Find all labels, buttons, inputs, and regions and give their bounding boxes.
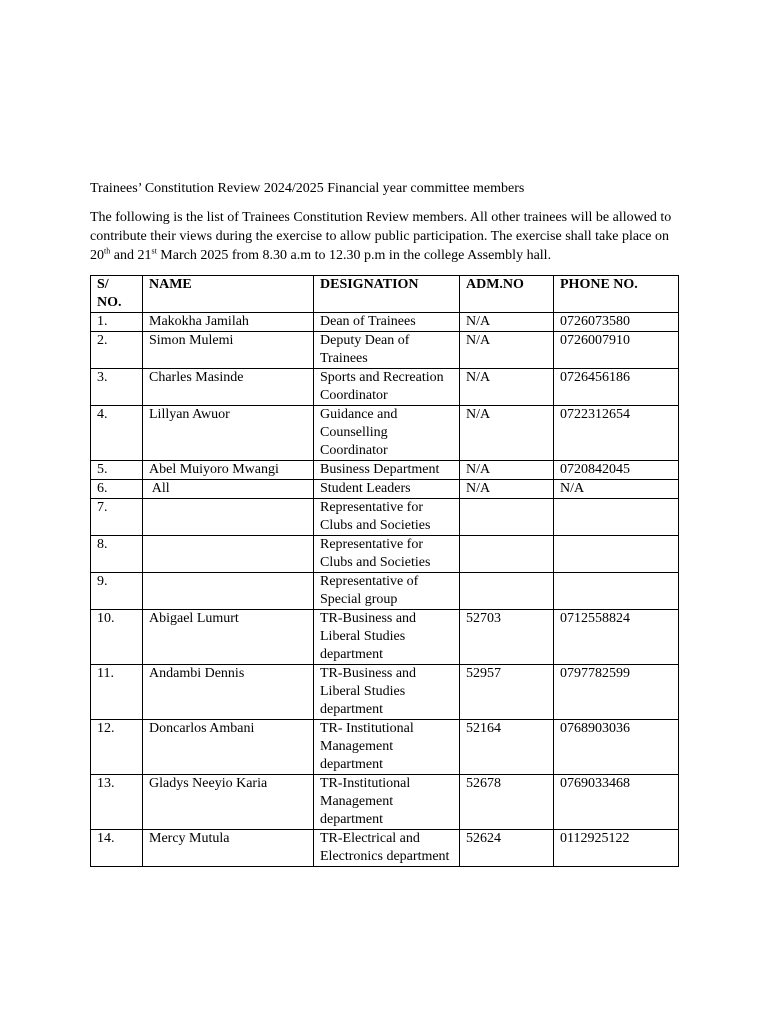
cell-designation: Student Leaders — [314, 480, 460, 499]
cell-adm-no: N/A — [460, 332, 554, 369]
cell-name — [143, 499, 314, 536]
header-sno: S/ NO. — [91, 276, 143, 313]
cell-designation: Representative of Special group — [314, 573, 460, 610]
cell-name: All — [143, 480, 314, 499]
document-title: Trainees’ Constitution Review 2024/2025 Financial year committee members — [90, 181, 525, 196]
cell-phone-no: 0726007910 — [554, 332, 679, 369]
cell-sno: 7. — [91, 499, 143, 536]
table-row — [91, 406, 679, 461]
cell-name: Doncarlos Ambani — [143, 720, 314, 775]
cell-phone-no: 0112925122 — [554, 830, 679, 867]
cell-sno: 12. — [91, 720, 143, 775]
cell-phone-no: 0712558824 — [554, 610, 679, 665]
cell-name: Lillyan Awuor — [143, 406, 314, 461]
table-row — [91, 536, 679, 573]
cell-phone-no: 0726073580 — [554, 313, 679, 332]
cell-sno: 14. — [91, 830, 143, 867]
table-header-row — [91, 276, 679, 313]
cell-adm-no — [460, 536, 554, 573]
cell-phone-no: N/A — [554, 480, 679, 499]
cell-name: Andambi Dennis — [143, 665, 314, 720]
cell-name: Gladys Neeyio Karia — [143, 775, 314, 830]
header-name: NAME — [143, 276, 314, 313]
cell-designation: Representative for Clubs and Societies — [314, 536, 460, 573]
table-row — [91, 665, 679, 720]
cell-designation: Business Department — [314, 461, 460, 480]
cell-name — [143, 573, 314, 610]
cell-designation: Guidance and Counselling Coordinator — [314, 406, 460, 461]
table-row — [91, 369, 679, 406]
cell-phone-no: 0726456186 — [554, 369, 679, 406]
cell-designation: Sports and Recreation Coordinator — [314, 369, 460, 406]
cell-sno: 8. — [91, 536, 143, 573]
cell-sno: 13. — [91, 775, 143, 830]
cell-adm-no: N/A — [460, 406, 554, 461]
cell-adm-no: N/A — [460, 313, 554, 332]
cell-name: Abel Muiyoro Mwangi — [143, 461, 314, 480]
cell-name — [143, 536, 314, 573]
document-page — [90, 180, 678, 867]
intro-paragraph — [90, 208, 678, 265]
table-row — [91, 610, 679, 665]
cell-name: Charles Masinde — [143, 369, 314, 406]
cell-sno: 11. — [91, 665, 143, 720]
cell-designation: Representative for Clubs and Societies — [314, 499, 460, 536]
members-table — [90, 275, 679, 867]
header-adm-no: ADM.NO — [460, 276, 554, 313]
cell-phone-no: 0797782599 — [554, 665, 679, 720]
cell-phone-no: 0720842045 — [554, 461, 679, 480]
intro-text-3: March 2025 from 8.30 a.m to 12.30 p.m in the college Assembly hall. — [156, 248, 552, 263]
table-row — [91, 720, 679, 775]
intro-sup-1: th — [104, 246, 111, 256]
table-row — [91, 332, 679, 369]
cell-sno: 4. — [91, 406, 143, 461]
cell-adm-no: N/A — [460, 461, 554, 480]
cell-designation: TR-Business and Liberal Studies department — [314, 610, 460, 665]
table-row — [91, 499, 679, 536]
cell-name: Mercy Mutula — [143, 830, 314, 867]
cell-adm-no: 52957 — [460, 665, 554, 720]
cell-phone-no: 0722312654 — [554, 406, 679, 461]
intro-text-1: The following is the list of Trainees Constitution Review members. All other trainees will be allowed to contribute their views during the exercise to allow public participation. The exercise shall take place on 20 — [90, 210, 672, 263]
cell-adm-no: 52164 — [460, 720, 554, 775]
cell-sno: 1. — [91, 313, 143, 332]
cell-name: Simon Mulemi — [143, 332, 314, 369]
header-designation: DESIGNATION — [314, 276, 460, 313]
cell-adm-no: N/A — [460, 369, 554, 406]
table-row — [91, 480, 679, 499]
cell-adm-no: 52703 — [460, 610, 554, 665]
cell-sno: 2. — [91, 332, 143, 369]
table-row — [91, 461, 679, 480]
cell-sno: 9. — [91, 573, 143, 610]
cell-phone-no: 0768903036 — [554, 720, 679, 775]
table-row — [91, 313, 679, 332]
cell-sno: 10. — [91, 610, 143, 665]
table-row — [91, 830, 679, 867]
cell-adm-no: 52624 — [460, 830, 554, 867]
cell-designation: TR-Business and Liberal Studies department — [314, 665, 460, 720]
cell-adm-no — [460, 573, 554, 610]
cell-designation: TR-Electrical and Electronics department — [314, 830, 460, 867]
header-phone-no: PHONE NO. — [554, 276, 679, 313]
cell-adm-no: N/A — [460, 480, 554, 499]
cell-designation: Deputy Dean of Trainees — [314, 332, 460, 369]
intro-text-2: and 21 — [110, 248, 152, 263]
cell-name: Makokha Jamilah — [143, 313, 314, 332]
table-row — [91, 775, 679, 830]
table-row — [91, 573, 679, 610]
cell-sno: 3. — [91, 369, 143, 406]
cell-phone-no — [554, 536, 679, 573]
intro-sup-2: st — [151, 246, 157, 256]
cell-designation: TR-Institutional Management department — [314, 775, 460, 830]
cell-adm-no — [460, 499, 554, 536]
cell-designation: TR- Institutional Management department — [314, 720, 460, 775]
cell-name: Abigael Lumurt — [143, 610, 314, 665]
cell-sno: 6. — [91, 480, 143, 499]
cell-phone-no — [554, 499, 679, 536]
cell-designation: Dean of Trainees — [314, 313, 460, 332]
cell-phone-no: 0769033468 — [554, 775, 679, 830]
cell-phone-no — [554, 573, 679, 610]
cell-adm-no: 52678 — [460, 775, 554, 830]
cell-sno: 5. — [91, 461, 143, 480]
